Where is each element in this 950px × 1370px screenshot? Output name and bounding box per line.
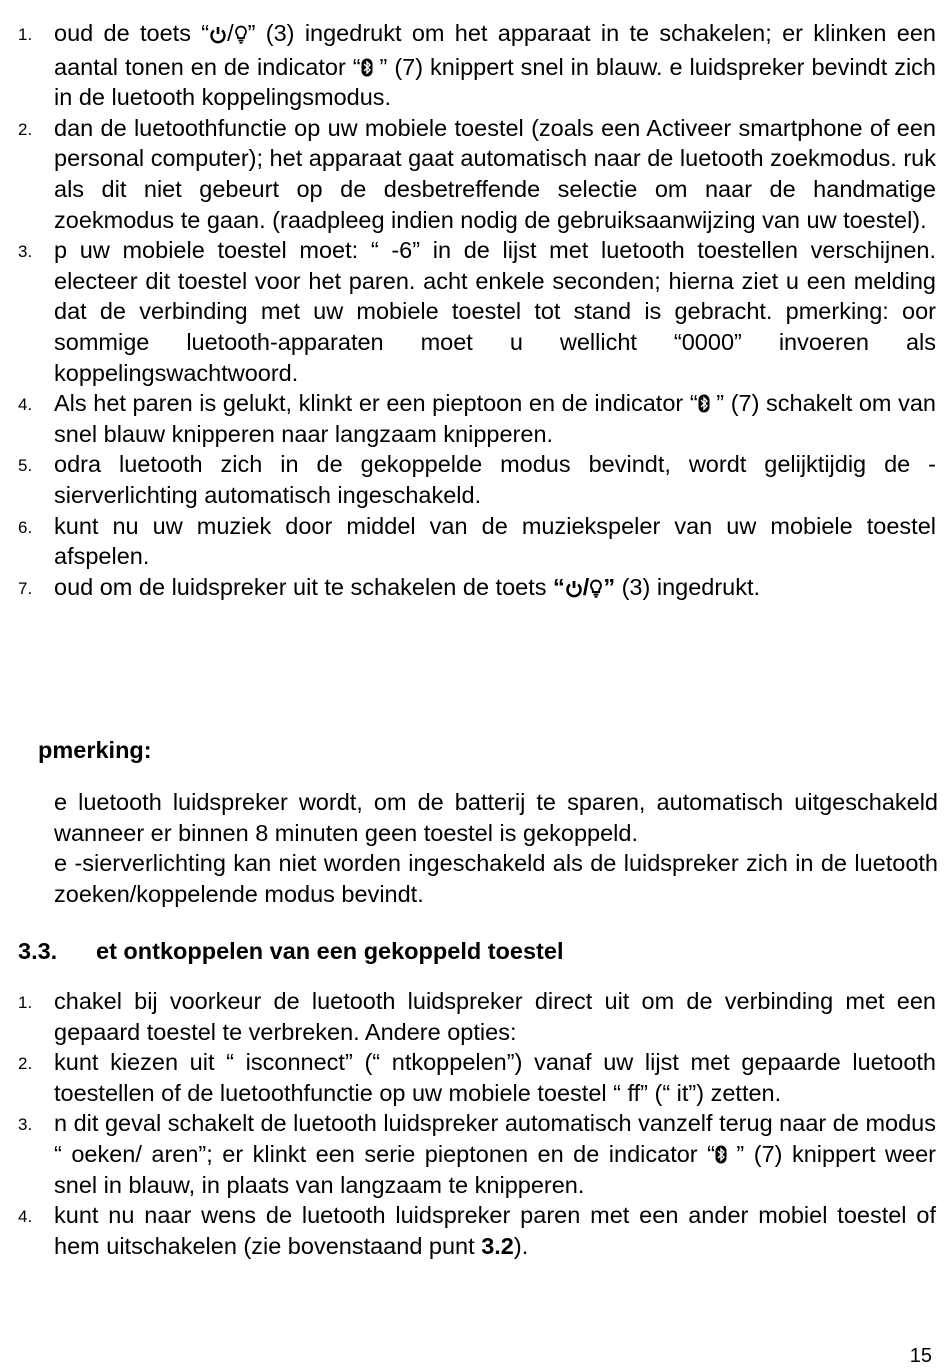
list-number: 4. bbox=[18, 1207, 33, 1227]
list-number: 6. bbox=[18, 517, 33, 537]
list-item: 3. p uw mobiele toestel moet: “ -6” in de lijst met luetooth toestellen verschijnen. electeer dit toestel voor het paren. acht enkele seconden; hierna ziet u een melding dat de verbinding met uw mobiele toestel tot stand is gebracht. pmerking: oor sommige luetooth-apparaten moet u wellicht “0000” invoeren als koppelingswachtwoord. bbox=[18, 237, 936, 386]
section-heading bbox=[18, 938, 563, 965]
power-icon bbox=[209, 21, 227, 52]
list-number: 1. bbox=[18, 25, 33, 44]
note-paragraph: e -sierverlichting kan niet worden ingeschakeld als de luidspreker zich in de luetooth zoeken/koppelende modus bevindt. bbox=[54, 850, 938, 907]
list-number: 3. bbox=[18, 1115, 33, 1135]
unpairing-steps-list bbox=[18, 986, 936, 1261]
list-item: 6. kunt nu uw muziek door middel van de muziekspeler van uw mobiele toestel afspelen. bbox=[18, 512, 936, 570]
note-title: pmerking: bbox=[38, 737, 152, 763]
list-number: 5. bbox=[18, 456, 33, 476]
list-item: 4. Als het paren is gelukt, klinkt er een pieptoon en de indicator “ ” (7) schakelt om van snel blauw knipperen naar langzaam knipperen. bbox=[18, 390, 937, 447]
section-title: et ontkoppelen van een gekoppeld toestel bbox=[96, 938, 564, 964]
list-number: 2. bbox=[18, 119, 33, 139]
list-item: 3. n dit geval schakelt de luetooth luidspreker automatisch vanzelf terug naar de modus “ oeken/ aren”; er klinkt een serie pieptonen en de indicator “ ” (7) knippert weer snel in blauw, in plaats van langzaam te knipperen. bbox=[18, 1110, 936, 1198]
light-bulb-icon bbox=[234, 21, 248, 52]
list-number: 4. bbox=[18, 395, 33, 415]
note-body bbox=[54, 787, 938, 909]
bluetooth-icon bbox=[698, 390, 710, 409]
bluetooth-icon bbox=[361, 54, 373, 73]
power-icon bbox=[565, 575, 583, 606]
pairing-steps-list bbox=[18, 18, 936, 605]
list-item: 2. kunt kiezen uit “ isconnect” (“ ntkoppelen”) vanaf uw lijst met gepaarde luetooth toestellen of de luetoothfunctie op uw mobiele toestel “ ff” (“ it”) zetten. bbox=[18, 1049, 936, 1106]
list-number: 7. bbox=[18, 578, 33, 598]
list-item: 7. oud om de luidspreker uit te schakelen de toets “ / ” (3) ingedrukt. bbox=[18, 572, 936, 606]
list-number: 2. bbox=[18, 1054, 33, 1074]
list-number: 1. bbox=[18, 993, 33, 1012]
list-item: 5. odra luetooth zich in de gekoppelde modus bevindt, wordt gelijktijdig de -sierverlichting automatisch ingeschakeld. bbox=[18, 451, 936, 508]
list-item: 1. oud de toets “ / ” (3) ingedrukt om het apparaat in te schakelen; er klinken een aantal tonen en de indicator “ ” (7) knippert snel in blauw. e luidspreker bevindt zich in de luetooth koppelingsmodus. bbox=[18, 20, 936, 111]
list-item: 2. dan de luetoothfunctie op uw mobiele toestel (zoals een Activeer smartphone of een personal computer); het apparaat gaat automatisch naar de luetooth zoekmodus. ruk als dit niet gebeurt op de desbetreffende selectie om naar de handmatige zoekmodus te gaan. (raadpleeg indien nodig de gebruiksaanwijzing van uw toestel). bbox=[18, 114, 936, 233]
list-item: 1. chakel bij voorkeur de luetooth luidspreker direct uit om de verbinding met een gepaard toestel te verbreken. Andere opties: bbox=[18, 988, 936, 1045]
list-item: 4. kunt nu naar wens de luetooth luidspreker paren met een ander mobiel toestel of hem uitschakelen (zie bovenstaand punt 3.2). bbox=[18, 1202, 936, 1259]
page-number: 15 bbox=[909, 1345, 932, 1367]
note-paragraph: e luetooth luidspreker wordt, om de batterij te sparen, automatisch uitgeschakeld wanneer er binnen 8 minuten geen toestel is gekoppeld. bbox=[54, 789, 938, 846]
bluetooth-icon bbox=[715, 1141, 727, 1160]
light-bulb-icon bbox=[589, 575, 603, 606]
list-number: 3. bbox=[18, 242, 33, 262]
section-number: 3.3. bbox=[18, 938, 58, 964]
